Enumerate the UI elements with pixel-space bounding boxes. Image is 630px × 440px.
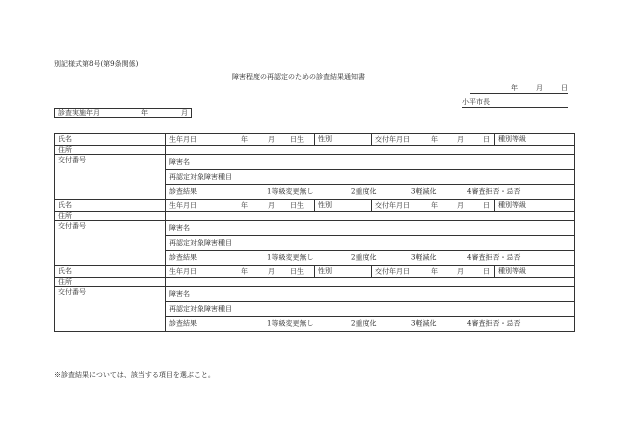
footer-note: ※診査結果については、該当する項目を選ぶこと。 xyxy=(54,371,215,379)
issue-year: 年 xyxy=(431,135,438,143)
address-value xyxy=(166,212,575,221)
card-no-label: 交付番号 xyxy=(55,287,166,332)
result-option-4[interactable]: 4審査拒否・忌否 xyxy=(467,319,521,328)
issue-day: 日 xyxy=(483,201,490,209)
result-option-4[interactable]: 4審査拒否・忌否 xyxy=(467,187,521,196)
issuer-line xyxy=(462,99,568,108)
birth-month: 月 xyxy=(268,135,275,143)
name-row xyxy=(55,266,575,278)
grade-label: 種別等級 xyxy=(495,266,575,278)
issue-month: 月 xyxy=(457,135,464,143)
address-label: 住所 xyxy=(55,278,166,287)
result-option-2[interactable]: 2重度化 xyxy=(351,319,377,328)
birth-label: 生年月日 xyxy=(169,201,197,209)
birth-day: 日生 xyxy=(290,267,304,275)
result-option-2[interactable]: 2重度化 xyxy=(351,253,377,262)
recert-type-label: 再認定対象障害種目 xyxy=(166,170,575,185)
address-value xyxy=(166,146,575,155)
issue-date-month: 月 xyxy=(536,84,543,92)
result-label: 診査結果 xyxy=(169,253,197,262)
sex-label: 性別 xyxy=(315,266,372,278)
address-label: 住所 xyxy=(55,146,166,155)
disability-label: 障害名 xyxy=(166,155,575,170)
card-no-label: 交付番号 xyxy=(55,221,166,266)
grade-label: 種別等級 xyxy=(495,200,575,212)
result-option-3[interactable]: 3軽減化 xyxy=(411,253,437,262)
result-option-3[interactable]: 3軽減化 xyxy=(411,319,437,328)
issue-month: 月 xyxy=(457,267,464,275)
address-row xyxy=(55,146,575,155)
exam-date-box xyxy=(54,108,192,118)
disability-label: 障害名 xyxy=(166,221,575,236)
result-option-4[interactable]: 4審査拒否・忌否 xyxy=(467,253,521,262)
name-label: 氏名 xyxy=(55,134,166,146)
birth-month: 月 xyxy=(268,267,275,275)
form-id: 別記様式第8号(第9条関係) xyxy=(54,60,139,68)
address-value xyxy=(166,278,575,287)
name-row xyxy=(55,134,575,146)
birth-day: 日生 xyxy=(290,201,304,209)
address-label: 住所 xyxy=(55,212,166,221)
recert-type-label: 再認定対象障害種目 xyxy=(166,302,575,317)
result-option-1[interactable]: 1等級変更無し xyxy=(267,187,314,196)
issuer-name: 小平市長 xyxy=(462,98,490,106)
recert-type-label: 再認定対象障害種目 xyxy=(166,236,575,251)
disability-row xyxy=(55,287,575,302)
exam-date-year: 年 xyxy=(141,109,148,117)
issue-date-label: 交付年月日 xyxy=(375,201,410,209)
sex-label: 性別 xyxy=(315,134,372,146)
issue-date-year: 年 xyxy=(511,84,518,92)
birth-year: 年 xyxy=(241,135,248,143)
birth-label: 生年月日 xyxy=(169,267,197,275)
birth-day: 日生 xyxy=(290,135,304,143)
birth-cell xyxy=(166,134,315,146)
card-no-label: 交付番号 xyxy=(55,155,166,200)
issue-date-cell xyxy=(372,266,495,278)
issue-date-cell xyxy=(372,134,495,146)
grade-label: 種別等級 xyxy=(495,134,575,146)
issue-day: 日 xyxy=(483,135,490,143)
result-label: 診査結果 xyxy=(169,187,197,196)
disability-label: 障害名 xyxy=(166,287,575,302)
issue-date-line xyxy=(470,85,568,94)
exam-result-table xyxy=(54,133,575,332)
address-row xyxy=(55,278,575,287)
result-cell xyxy=(166,317,575,332)
issue-year: 年 xyxy=(431,267,438,275)
birth-year: 年 xyxy=(241,267,248,275)
page-title: 障害程度の再認定のための診査結果通知書 xyxy=(232,73,365,81)
exam-date-month: 月 xyxy=(181,109,188,117)
result-option-1[interactable]: 1等級変更無し xyxy=(267,253,314,262)
birth-label: 生年月日 xyxy=(169,135,197,143)
result-option-2[interactable]: 2重度化 xyxy=(351,187,377,196)
birth-year: 年 xyxy=(241,201,248,209)
exam-date-label: 診査実施年月 xyxy=(58,109,100,117)
issue-month: 月 xyxy=(457,201,464,209)
disability-row xyxy=(55,155,575,170)
result-option-1[interactable]: 1等級変更無し xyxy=(267,319,314,328)
name-label: 氏名 xyxy=(55,200,166,212)
issue-date-day: 日 xyxy=(561,84,568,92)
address-row xyxy=(55,212,575,221)
name-row xyxy=(55,200,575,212)
name-label: 氏名 xyxy=(55,266,166,278)
issue-date-label: 交付年月日 xyxy=(375,267,410,275)
result-cell xyxy=(166,251,575,266)
birth-cell xyxy=(166,266,315,278)
result-label: 診査結果 xyxy=(169,319,197,328)
result-cell xyxy=(166,185,575,200)
birth-month: 月 xyxy=(268,201,275,209)
sex-label: 性別 xyxy=(315,200,372,212)
result-option-3[interactable]: 3軽減化 xyxy=(411,187,437,196)
birth-cell xyxy=(166,200,315,212)
issue-date-cell xyxy=(372,200,495,212)
issue-date-label: 交付年月日 xyxy=(375,135,410,143)
issue-day: 日 xyxy=(483,267,490,275)
issue-year: 年 xyxy=(431,201,438,209)
disability-row xyxy=(55,221,575,236)
